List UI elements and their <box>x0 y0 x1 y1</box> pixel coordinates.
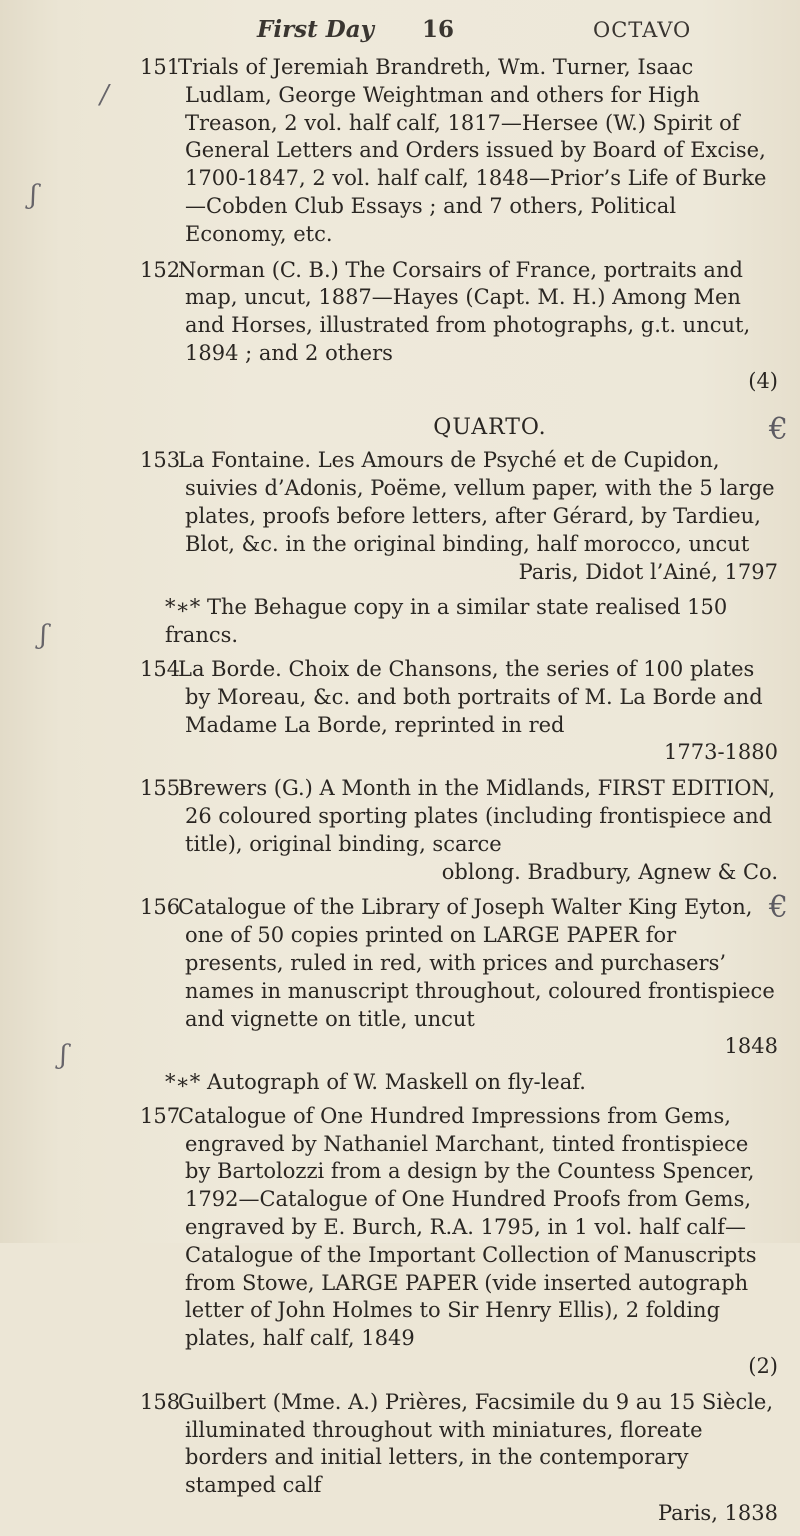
margin-annotations <box>0 60 140 1070</box>
pencil-mark-icon: ʃ <box>30 180 38 210</box>
lot-description: La Borde. Choix de Chansons, the series of 100 plates by Moreau, &c. and both portraits of M. La Borde and Madame La Borde, reprinted in red <box>178 656 763 737</box>
lot-number: 153 <box>140 448 181 473</box>
lot-description: Trials of Jeremiah Brandreth, Wm. Turner, Isaac Ludlam, George Weightman and others for High Treason, 2 vol. half calf, 1817—Hersee (W.) Spirit of General Letters and Orders issued by Board of Excise, 1700-1847, 2 vol. half calf, 1848—Prior’s Life of Burke—Cobden Club Essays ; and 7 others, Political Economy, etc. <box>178 55 767 246</box>
pencil-mark-icon: / <box>100 80 109 110</box>
lot-number: 151 <box>140 55 181 79</box>
lot-entry <box>140 257 780 396</box>
lot-entry <box>140 1389 780 1528</box>
margin-bracket-icon: € <box>768 890 788 925</box>
lot-imprint: Paris, Didot l’Ainé, 1797 <box>518 559 778 584</box>
lot-description: Guilbert (Mme. A.) Prières, Facsimile du 9 au 15 Siècle, illuminated throughout with miniatures, floreate borders and initial letters, in the contemporary stamped calf <box>178 1389 774 1498</box>
lot-number: 158 <box>140 1389 181 1414</box>
lot-number: 155 <box>140 776 181 801</box>
lot-description: Brewers (G.) A Month in the Midlands, FIRST EDITION, 26 coloured sporting plates (including frontispiece and title), original binding, scarce <box>178 776 776 856</box>
lot-note: *∗* Autograph of W. Maskell on fly-leaf. <box>165 1070 586 1095</box>
lot-description: La Fontaine. Les Amours de Psyché et de Cupidon, suivies d’Adonis, Poëme, vellum paper, with the 5 large plates, proofs before letters, after Gérard, by Tardieu, Blot, &c. in the original binding, half morocco, uncut <box>178 448 775 556</box>
lot-entry <box>140 775 780 886</box>
lot-number: 157 <box>140 1103 181 1128</box>
lot-number: 156 <box>140 895 181 920</box>
lot-entry <box>140 1103 780 1381</box>
lot-entry <box>140 894 780 1061</box>
lot-description: Catalogue of the Library of Joseph Walter King Eyton, one of 50 copies printed on LARGE PAPER for presents, ruled in red, with prices and purchasers’ names in manuscript throughout, coloured frontispiece and vignette on title, uncut <box>178 895 775 1031</box>
lot-imprint: 1848 <box>724 1034 778 1059</box>
lot-count: (4) <box>748 368 778 393</box>
section-heading: QUARTO. <box>433 414 547 440</box>
running-head-title: First Day <box>257 16 374 43</box>
margin-bracket-icon: € <box>768 412 788 447</box>
lot-entry <box>140 54 780 249</box>
lot-imprint: oblong. Bradbury, Agnew & Co. <box>441 859 778 884</box>
lot-imprint: Paris, 1838 <box>657 1501 778 1526</box>
lot-imprint: 1773-1880 <box>664 740 778 765</box>
lot-entry <box>140 656 780 767</box>
lot-description: Catalogue of One Hundred Impressions from Gems, engraved by Nathaniel Marchant, tinted frontispiece by Bartolozzi from a design by the Countess Spencer, 1792—Catalogue of One Hundred Proofs from Gems, engraved by E. Burch, R.A. 1795, in 1 vol. half calf—Catalogue of the Important Collection of Manuscripts from Stowe, LARGE PAPER (vide inserted autograph letter of John Holmes to Sir Henry Ellis), 2 folding plates, half calf, 1849 <box>178 1103 757 1351</box>
running-head <box>257 12 800 52</box>
lot-number: 152 <box>140 257 181 282</box>
page-number: 16 <box>422 16 455 43</box>
lot-count: (2) <box>748 1354 778 1379</box>
pencil-mark-icon: ʃ <box>40 620 48 650</box>
running-head-format: OCTAVO <box>593 18 692 42</box>
catalogue-entries <box>140 48 780 1536</box>
lot-note: *∗* The Behague copy in a similar state realised 150 francs. <box>165 595 728 648</box>
pencil-mark-icon: ʃ <box>60 1040 68 1070</box>
lot-number: 154 <box>140 656 181 681</box>
lot-entry <box>140 447 780 586</box>
lot-description: Norman (C. B.) The Corsairs of France, portraits and map, uncut, 1887—Hayes (Capt. M. H.) Among Men and Horses, illustrated from photographs, g.t. uncut, 1894 ; and 2 others <box>178 257 751 365</box>
